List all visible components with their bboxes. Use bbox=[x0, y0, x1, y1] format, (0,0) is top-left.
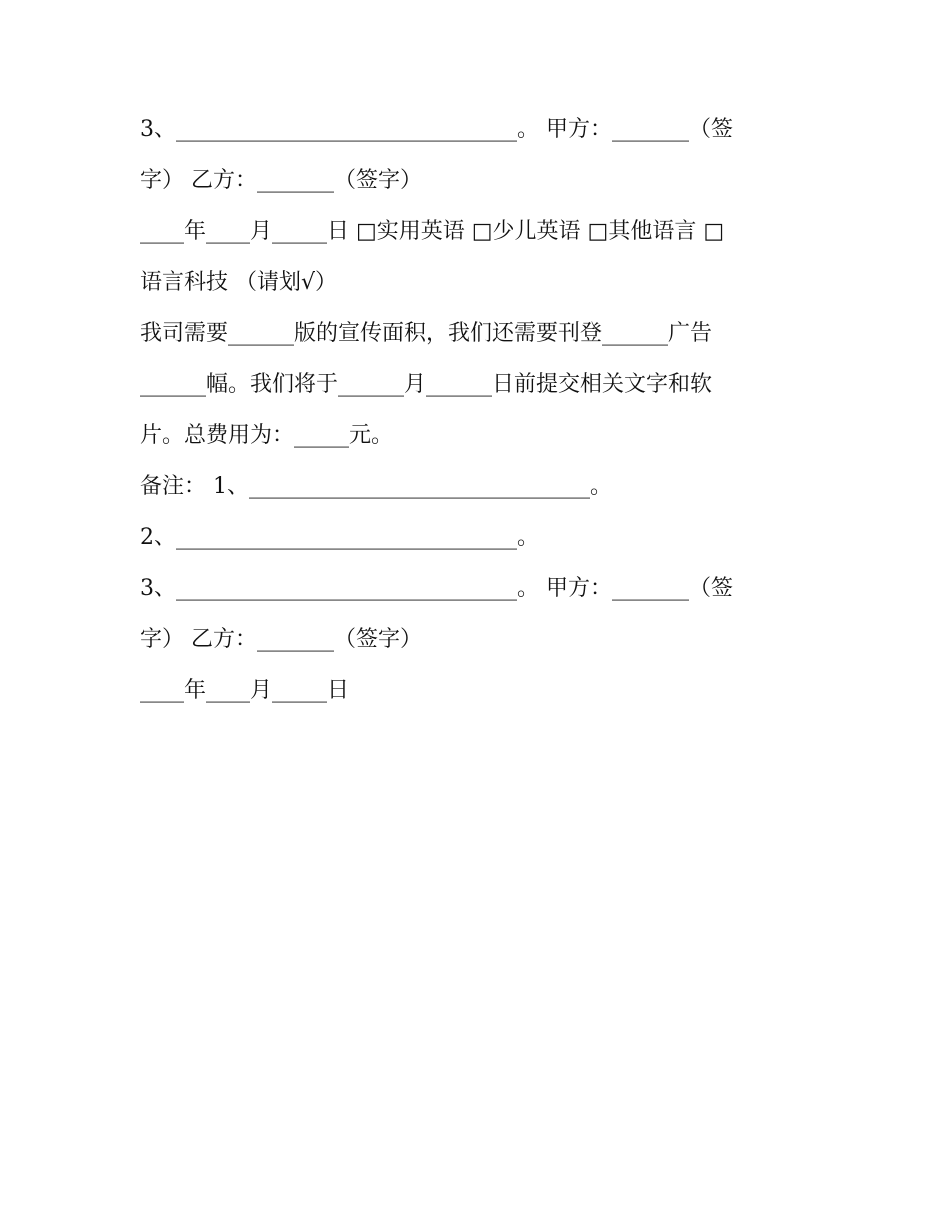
document-body bbox=[140, 104, 800, 716]
ad-space-line: 我司需要______版的宣传面积，我们还需要刊登______广告 bbox=[140, 321, 713, 346]
ad-count-line: ______幅。我们将于______月______日前提交相关文字和软 bbox=[140, 372, 713, 397]
date-line-2: ____年____月_____日 bbox=[140, 678, 350, 703]
date-and-options-line: ____年____月_____日 □实用英语 □少儿英语 □其他语言 □ bbox=[140, 219, 725, 244]
signature-line: 字） 乙方：_______（签字） bbox=[140, 168, 422, 193]
signature-line-2: 字） 乙方：_______（签字） bbox=[140, 627, 422, 652]
remarks-item-2-line: 2、_______________________________。 bbox=[140, 525, 539, 550]
remarks-item-1-line: 备注： 1、_______________________________。 bbox=[140, 474, 612, 499]
remarks-item-3-line: 3、_______________________________。 甲方：_______（签 bbox=[140, 576, 733, 601]
total-fee-line: 片。总费用为：_____元。 bbox=[140, 423, 394, 448]
item-3-line: 3、_______________________________。 甲方：_______（签 bbox=[140, 117, 733, 142]
options-continuation-line: 语言科技 （请划√） bbox=[140, 270, 338, 295]
